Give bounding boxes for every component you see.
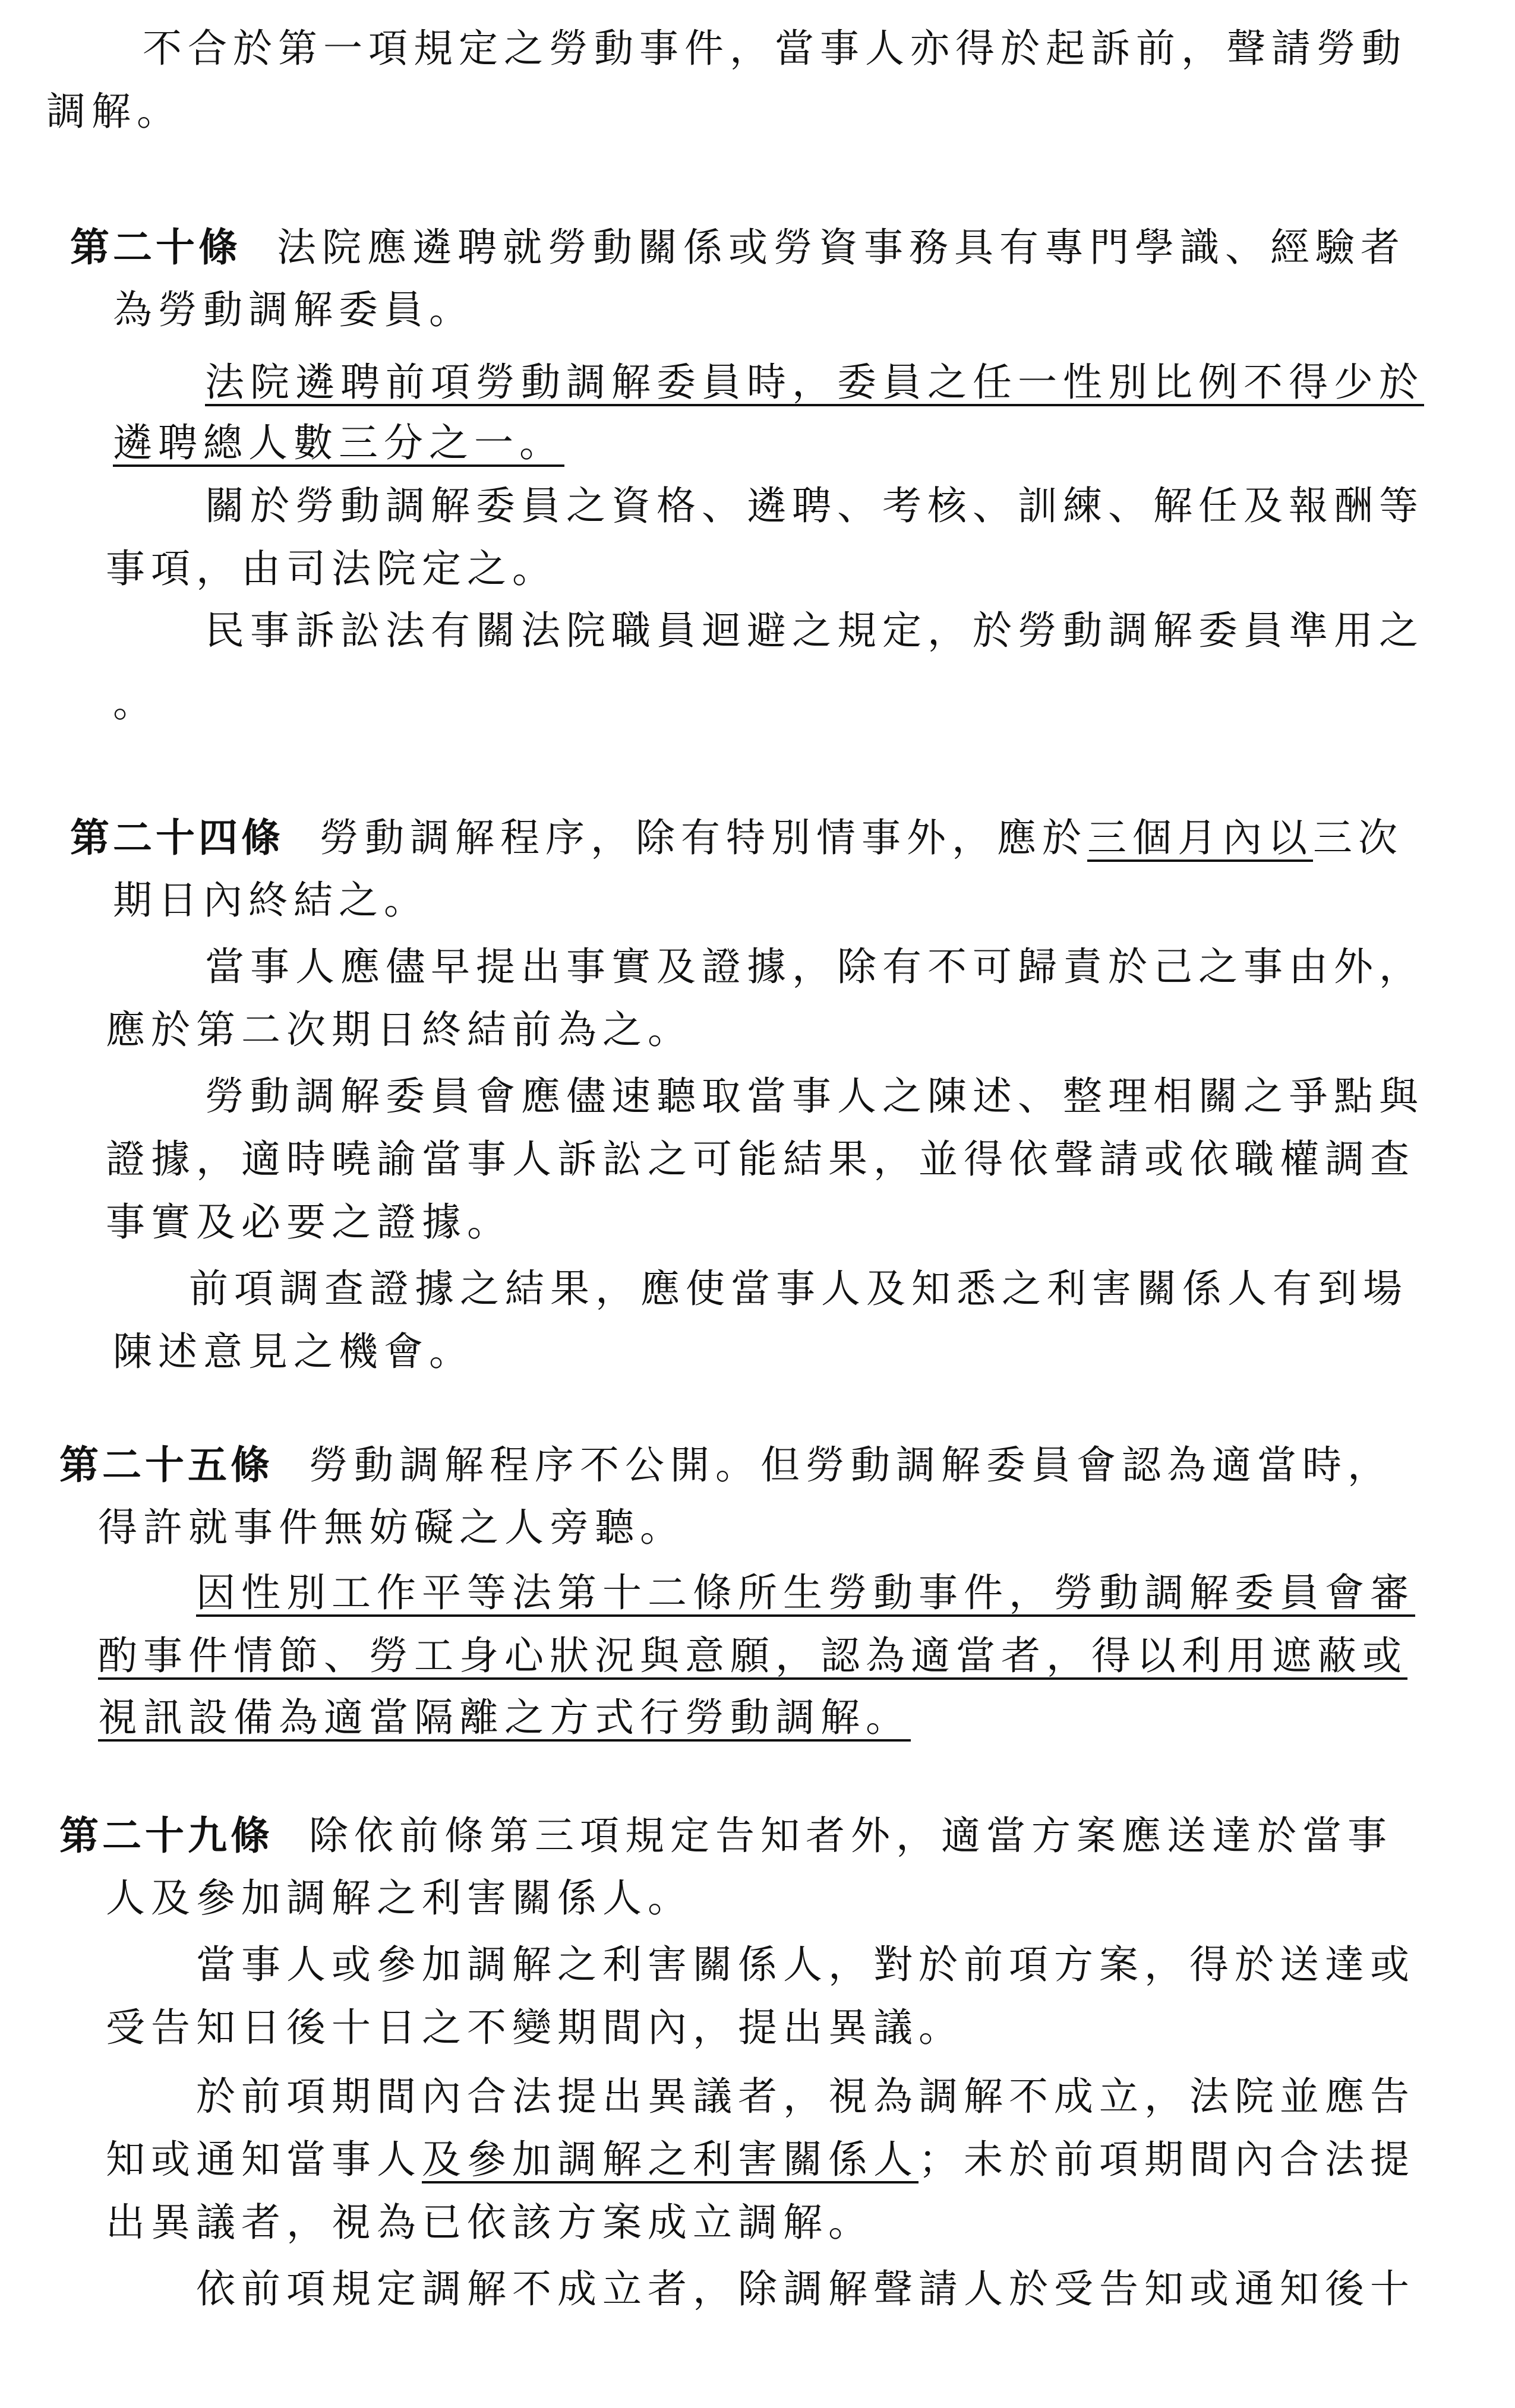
article-29-heading: 第二十九條 [59,1812,273,1859]
article-20-p4-line-1: 民事訴訟法有關法院職員迴避之規定，於勞動調解委員準用之 [205,608,1424,653]
article-29-first-line [59,1808,1393,1863]
article-20-p1-line-2: 為勞動調解委員。 [113,287,474,333]
article-24-p1-line-1-b: 三次 [1313,815,1403,861]
article-24-p3-line-3: 事實及必要之證據。 [106,1199,512,1245]
article-20-p1-line-1: 法院應遴聘就勞動關係或勞資事務具有專門學識、經驗者 [277,225,1406,270]
article-20-p3-line-2: 事項，由司法院定之。 [106,546,557,592]
article-24-p2-line-1: 當事人應儘早提出事實及證據，除有不可歸責於己之事由外， [205,944,1424,990]
article-25-first-line [59,1437,1393,1492]
article-24-p4-line-1: 前項調查證據之結果，應使當事人及知悉之利害關係人有到場 [189,1266,1408,1312]
article-20-p2-line-2: 遴聘總人數三分之一。 [113,420,564,466]
article-29-p3-line-3: 出異議者，視為已依該方案成立調解。 [106,2200,873,2245]
article-24-heading: 第二十四條 [70,814,284,861]
article-29-p3-line-2-b: ；未於前項期間內合法提 [919,2137,1415,2182]
article-29-p2-line-2: 受告知日後十日之不變期間內，提出異議。 [106,2005,964,2050]
article-24-p1-line-1-a: 勞動調解程序，除有特別情事外，應於 [320,815,1087,861]
article-29-p1-line-2: 人及參加調解之利害關係人。 [106,1875,693,1921]
article-20-p2-line-1: 法院遴聘前項勞動調解委員時，委員之任一性別比例不得少於 [205,359,1424,405]
article-24-p1-line-2: 期日內終結之。 [113,877,429,923]
article-29-p3-line-2-underlined: 及參加調解之利害關係人 [422,2137,919,2182]
article-29-p3-line-2-a: 知或通知當事人 [106,2137,422,2182]
article-29-p1-line-1: 除依前條第三項規定告知者外，適當方案應送達於當事 [309,1813,1393,1859]
article-24-p3-line-2: 證據，適時曉諭當事人訴訟之可能結果，並得依聲請或依職權調查 [106,1136,1415,1182]
article-24-first-line [70,810,1403,865]
article-20-p3-line-1: 關於勞動調解委員之資格、遴聘、考核、訓練、解任及報酬等 [205,483,1424,529]
article-24-p2-line-2: 應於第二次期日終結前為之。 [106,1007,693,1053]
article-25-p1-line-1: 勞動調解程序不公開。但勞動調解委員會認為適當時， [309,1442,1393,1488]
article-24-p3-line-1: 勞動調解委員會應儘速聽取當事人之陳述、整理相關之爭點與 [205,1073,1424,1119]
article-25-p1-line-2: 得許就事件無妨礙之人旁聽。 [98,1505,685,1550]
article-29-p4-line-1: 依前項規定調解不成立者，除調解聲請人於受告知或通知後十 [196,2266,1415,2312]
article-24-p1-line-1-underlined: 三個月內以 [1087,815,1313,861]
article-25-p2-line-3: 視訊設備為適當隔離之方式行勞動調解。 [98,1695,911,1740]
article-25-heading: 第二十五條 [59,1442,273,1488]
article-29-p2-line-1: 當事人或參加調解之利害關係人，對於前項方案，得於送達或 [196,1942,1415,1987]
article-29-p3-line-1: 於前項期間內合法提出異議者，視為調解不成立，法院並應告 [196,2074,1415,2119]
article-25-p2-line-2: 酌事件情節、勞工身心狀況與意願，認為適當者，得以利用遮蔽或 [98,1633,1407,1679]
intro-line-1: 不合於第一項規定之勞動事件，當事人亦得於起訴前，聲請勞動 [143,26,1407,71]
intro-line-2: 調解。 [46,89,182,134]
article-20-heading: 第二十條 [70,224,241,270]
article-20-first-line [70,220,1406,274]
article-29-p3-line-2 [106,2132,1415,2187]
article-20-p4-line-2: 。 [113,680,158,726]
article-25-p2-line-1: 因性別工作平等法第十二條所生勞動事件，勞動調解委員會審 [196,1570,1415,1616]
article-24-p4-line-2: 陳述意見之機會。 [113,1329,474,1374]
